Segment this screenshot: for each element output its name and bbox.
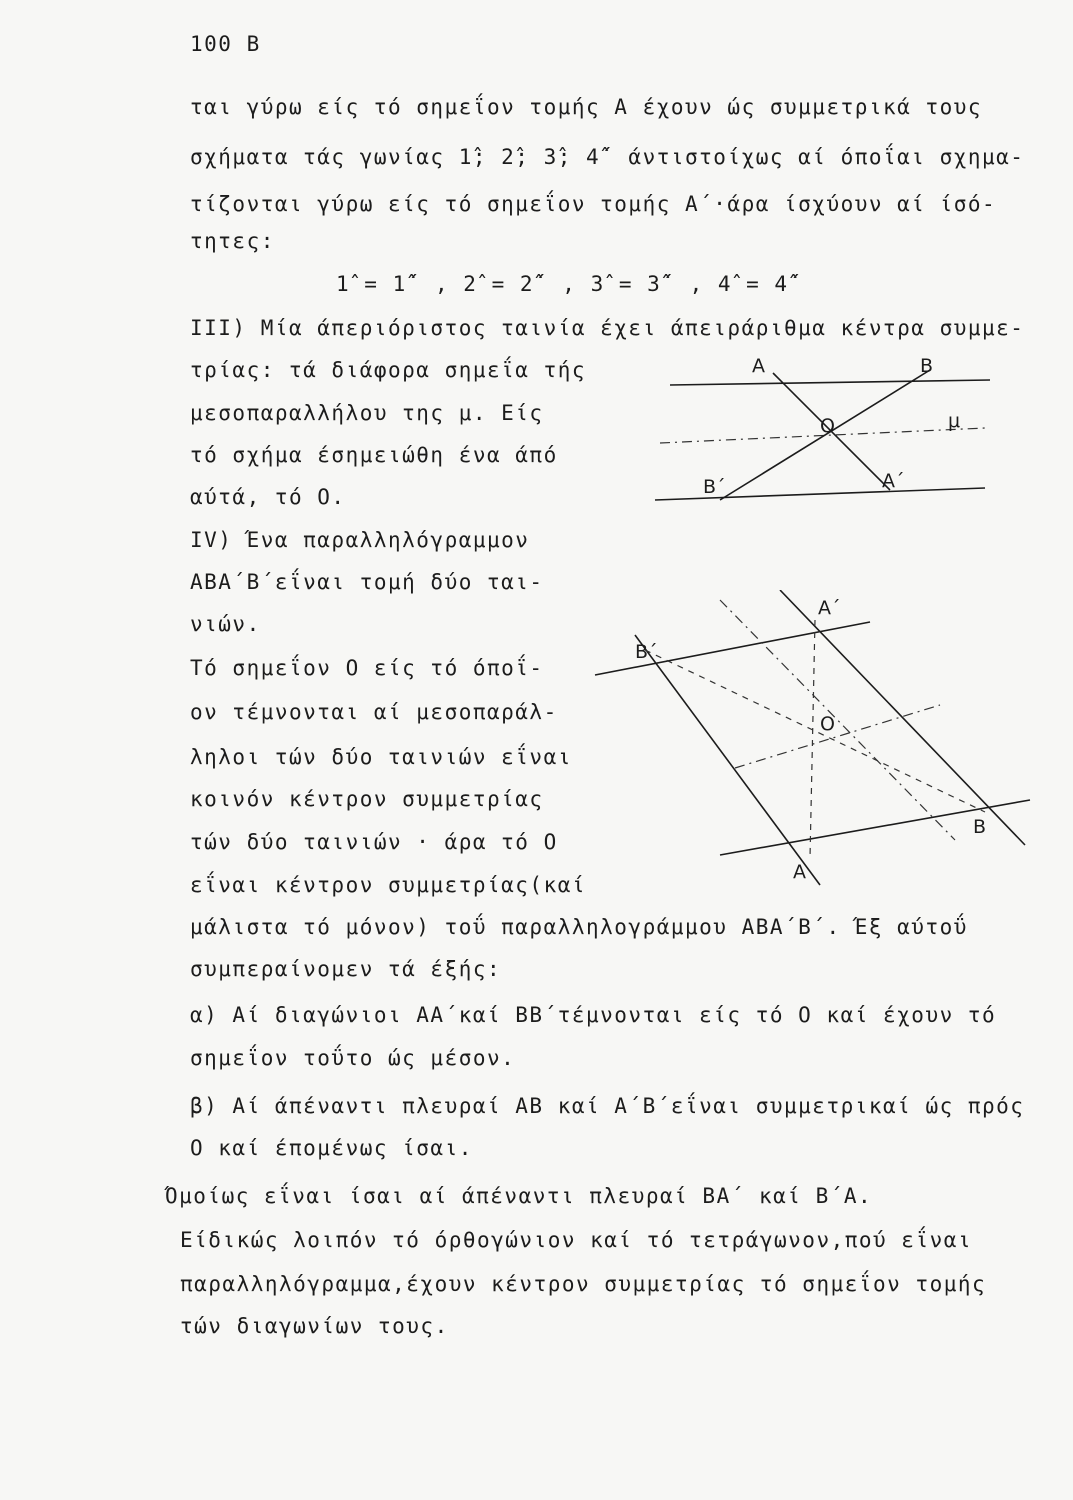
label-a1: Α´ <box>818 597 841 619</box>
text-line: μεσοπαραλλήλου της μ. Είς <box>190 401 544 425</box>
strip2-mid-parallel <box>720 600 955 840</box>
label-a1: Α´ <box>882 470 905 492</box>
text-line: αύτά, τό Ο. <box>190 485 346 509</box>
parallelogram-figure <box>590 590 1040 890</box>
label-a: Α <box>793 861 806 883</box>
text-line: Είδικώς λοιπόν τό όρθογώνιον καί τό τετράγωνον,πού εΐναι <box>180 1228 973 1252</box>
text-line: τών δύο ταινιών · άρα τό Ο <box>190 830 558 854</box>
text-line: συμπεραίνομεν τά έξής: <box>190 957 502 981</box>
diagonal-aa1 <box>810 620 815 858</box>
label-b1: Β´ <box>635 641 658 663</box>
text-line: β) Αί άπέναντι πλευραί ΑΒ καί Α´Β´εΐναι συμμετρικαί ώς πρός <box>190 1094 1025 1118</box>
text-line: α) Αί διαγώνιοι ΑΑ´καί ΒΒ´τέμνονται είς τό Ο καί έχουν τό <box>190 1003 997 1027</box>
text-line: σχήματα τάς γωνίας 1̂; 2̂; 3̂; 4̂´ άντιστοίχως αί όποΐαι σχημα- <box>190 145 1025 169</box>
strip2-right-edge <box>780 590 1025 845</box>
text-line: τό σχήμα έσημειώθη ένα άπό <box>190 443 558 467</box>
text-line: ται γύρω είς τό σημεΐον τομής Α έχουν ώς συμμετρικά τους <box>190 95 983 119</box>
text-line: Ο καί έπομένως ίσαι. <box>190 1136 473 1160</box>
label-b1: Β´ <box>703 476 726 498</box>
text-line: εΐναι κέντρον συμμετρίας(καί <box>190 873 587 897</box>
text-line: τίζονται γύρω είς τό σημεΐον τομής Α΄·άρα ίσχύουν αί ίσό- <box>190 192 997 216</box>
text-line: Όμοίως εΐναι ίσαι αί άπέναντι πλευραί ΒΑ´ καί Β´Α. <box>165 1184 873 1208</box>
text-line: κοινόν κέντρον συμμετρίας <box>190 787 544 811</box>
diagonal-bb1 <box>645 650 985 812</box>
equalities-line: 1̂ = 1̂´ , 2̂ = 2̂´ , 3̂ = 3̂´ , 4̂ = 4̂´ <box>336 272 803 296</box>
text-line: τητες: <box>190 229 275 253</box>
label-b: Β <box>920 355 934 377</box>
text-line: παραλληλόγραμμα,έχουν κέντρον συμμετρίας τό σημεΐον τομής <box>180 1272 987 1296</box>
label-o: Ο <box>820 713 835 735</box>
strip-figure <box>640 355 1040 525</box>
text-line: ληλοι τών δύο ταινιών εΐναι <box>190 745 572 769</box>
text-line: τρίας: τά διάφορα σημεΐα τής <box>190 358 587 382</box>
text-line: III) Μία άπεριόριστος ταινία έχει άπειράριθμα κέντρα συμμε- <box>190 316 1025 340</box>
text-line: ον τέμνονται αί μεσοπαράλ- <box>190 700 558 724</box>
text-line: σημεΐον τοΰτο ώς μέσον. <box>190 1046 516 1070</box>
text-line: Τό σημεΐον Ο είς τό όποΐ- <box>190 656 544 680</box>
label-o: Ο <box>820 415 835 437</box>
strip-top-edge <box>670 380 990 385</box>
text-line: μάλιστα τό μόνον) τοΰ παραλληλογράμμου ΑΒΑ´Β´. Έξ αύτοΰ <box>190 915 968 939</box>
text-line: τών διαγωνίων τους. <box>180 1314 449 1338</box>
strip1-mid-parallel <box>735 705 940 768</box>
page-number: 100 B <box>190 32 261 56</box>
text-line: ΑΒΑ´Β´εΐναι τομή δύο ται- <box>190 570 544 594</box>
label-mu: μ <box>948 410 961 432</box>
label-b: Β <box>973 816 987 838</box>
label-a: Α <box>752 355 765 377</box>
strip2-left-edge <box>635 635 820 885</box>
text-line: IV) Ένα παραλληλόγραμμον <box>190 528 530 552</box>
text-line: νιών. <box>190 612 261 636</box>
